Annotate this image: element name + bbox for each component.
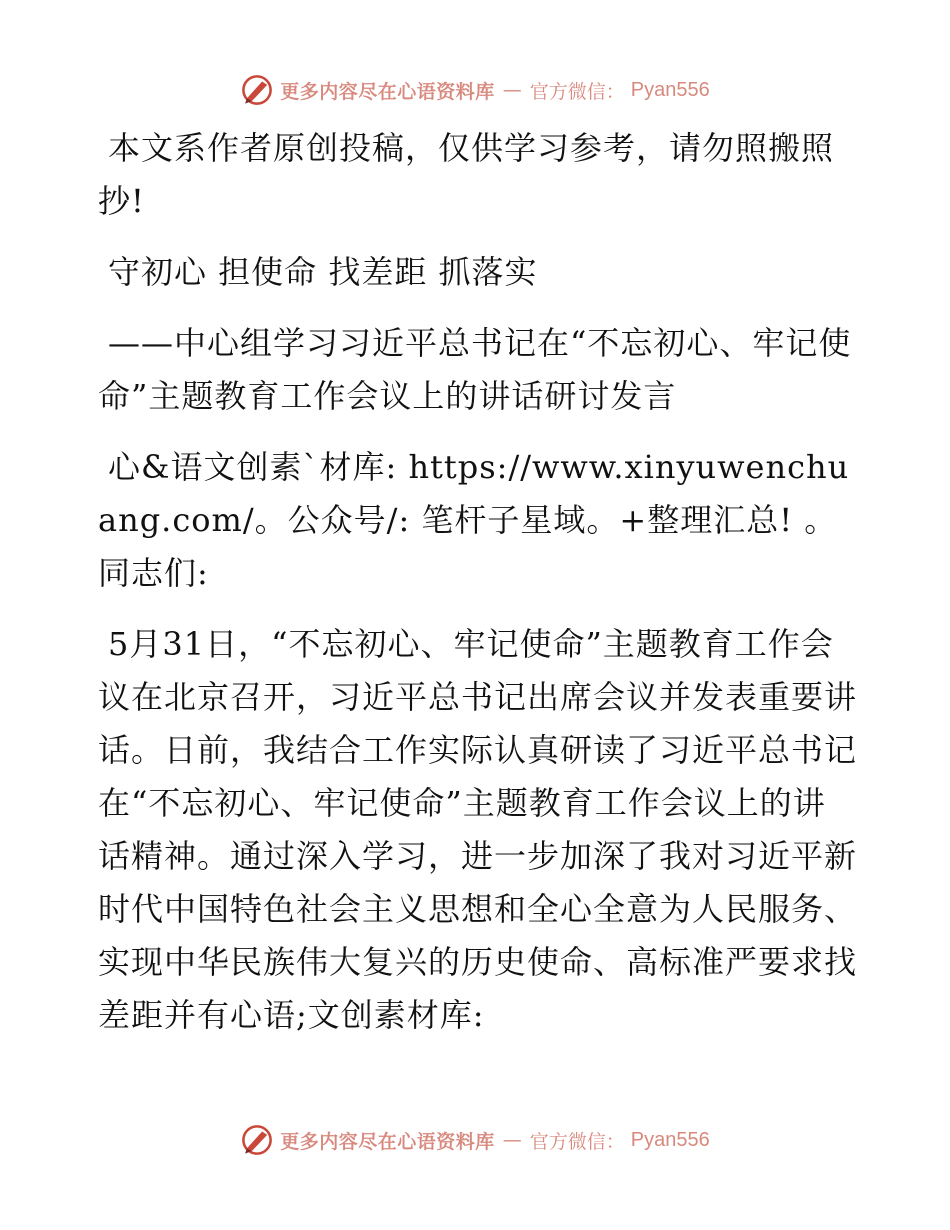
pen-logo-icon — [240, 1123, 274, 1157]
disclaimer-paragraph: 本文系作者原创投稿，仅供学习参考，请勿照搬照抄! — [98, 129, 835, 220]
header-watermark-banner — [0, 70, 950, 110]
footer-watermark-banner — [0, 1120, 950, 1160]
banner-dash: — — [502, 79, 522, 101]
banner-main-text: 更多内容尽在心语资料库 — [280, 1130, 495, 1153]
banner-sub-text: 官方微信： — [529, 80, 625, 103]
banner-main-text: 更多内容尽在心语资料库 — [280, 80, 495, 103]
body-paragraph: 5月31日，“不忘初心、牢记使命”主题教育工作会议在北京召开，习近平总书记出席会议并发表重要讲话。日前，我结合工作实际认真研读了习近平总书记在“不忘初心、牢记使命”主题教育工作会议上的讲话精神。通过深入学习，进一步加深了我对习近平新时代中国特色社会主义思想和全心全意为人民服务、实现中华民族伟大复兴的历史使命、高标准严要求找差距并有心语;文创素材库: — [98, 625, 858, 1034]
document-body — [98, 122, 858, 1060]
banner-sub-text: 官方微信： — [529, 1130, 625, 1153]
pen-logo-icon — [240, 73, 274, 107]
document-title: 守初心 担使命 找差距 抓落实 — [108, 253, 538, 291]
document-subtitle: ——中心组学习习近平总书记在“不忘初心、牢记使命”主题教育工作会议上的讲话研讨发言 — [98, 324, 852, 415]
banner-wechat-id: Pyan556 — [630, 1128, 710, 1151]
banner-wechat-id: Pyan556 — [630, 78, 710, 101]
banner-dash: — — [502, 1129, 522, 1151]
source-note-paragraph: 心&语文创素`材库: https://www.xinyuwenchuang.com/。公众号/: 笔杆子星域。+整理汇总! 。同志们: — [98, 448, 850, 592]
